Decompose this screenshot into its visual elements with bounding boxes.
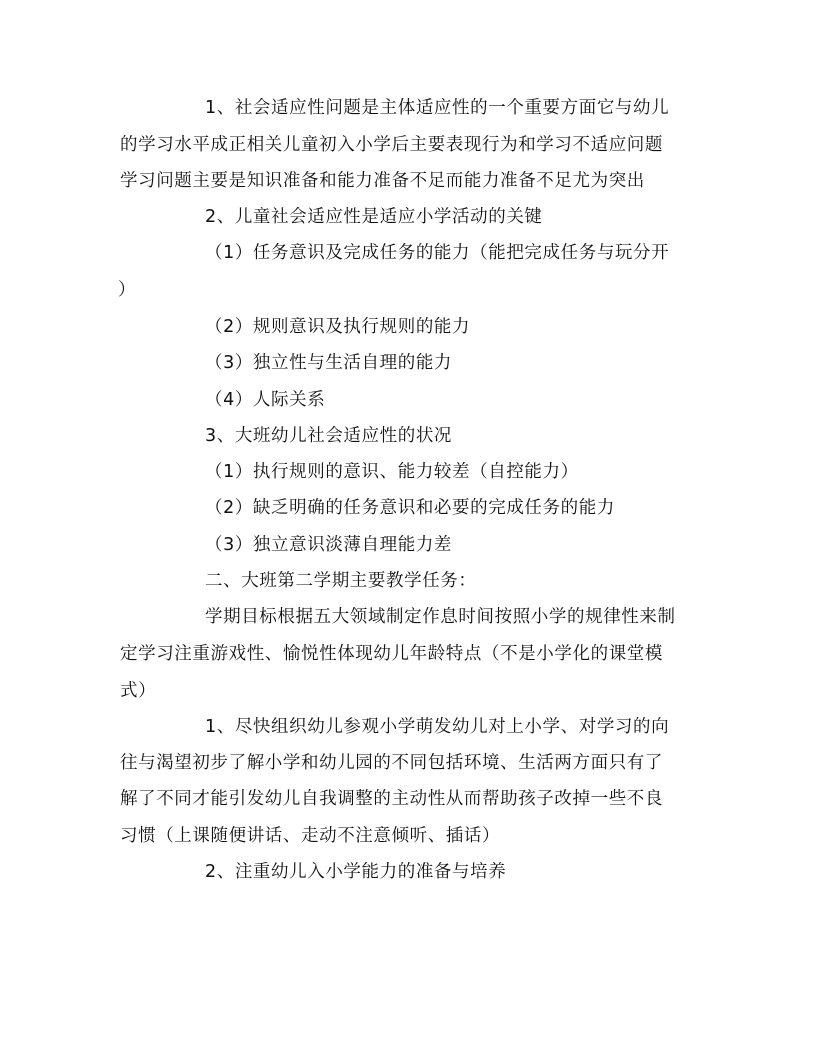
text-line: 二、大班第二学期主要教学任务： [205,571,477,591]
text-line: 的学习水平成正相关儿童初入小学后主要表现行为和学习不适应问题 [120,135,663,155]
text-line: 往与渴望初步了解小学和幼儿园的不同包括环境、生活两方面只有了 [120,753,663,773]
text-line: （3）独立性与生活自理的能力 [205,353,453,373]
text-line: （1）任务意识及完成任务的能力（能把完成任务与玩分开 [205,243,670,263]
text-line: 2、注重幼儿入小学能力的准备与培养 [205,862,507,882]
text-line: ） [118,280,137,300]
text-line: 学期目标根据五大领域制定作息时间按照小学的规律性来制 [205,607,676,627]
text-line: （4）人际关系 [205,390,326,410]
text-line: （1）执行规则的意识、能力较差（自控能力） [205,462,579,482]
text-line: 式） [120,681,157,701]
text-line: 3、大班幼儿社会适应性的状况 [205,426,453,446]
text-line: 1、社会适应性问题是主体适应性的一个重要方面它与幼儿 [205,98,670,118]
text-line: （3）独立意识淡薄自理能力差 [205,535,453,555]
text-line: 1、尽快组织幼儿参观小学萌发幼儿对上小学、对学习的向 [205,717,670,737]
text-line: 定学习注重游戏性、愉悦性体现幼儿年龄特点（不是小学化的课堂模 [120,644,663,664]
text-line: 2、儿童社会适应性是适应小学活动的关键 [205,207,543,227]
text-line: 习惯（上课随便讲话、走动不注意倾听、插话） [120,826,501,846]
text-line: 解了不同才能引发幼儿自我调整的主动性从而帮助孩子改掉一些不良 [120,789,663,809]
text-line: （2）缺乏明确的任务意识和必要的完成任务的能力 [205,498,615,518]
text-line: （2）规则意识及执行规则的能力 [205,317,471,337]
text-line: 学习问题主要是知识准备和能力准备不足而能力准备不足尤为突出 [120,171,645,191]
